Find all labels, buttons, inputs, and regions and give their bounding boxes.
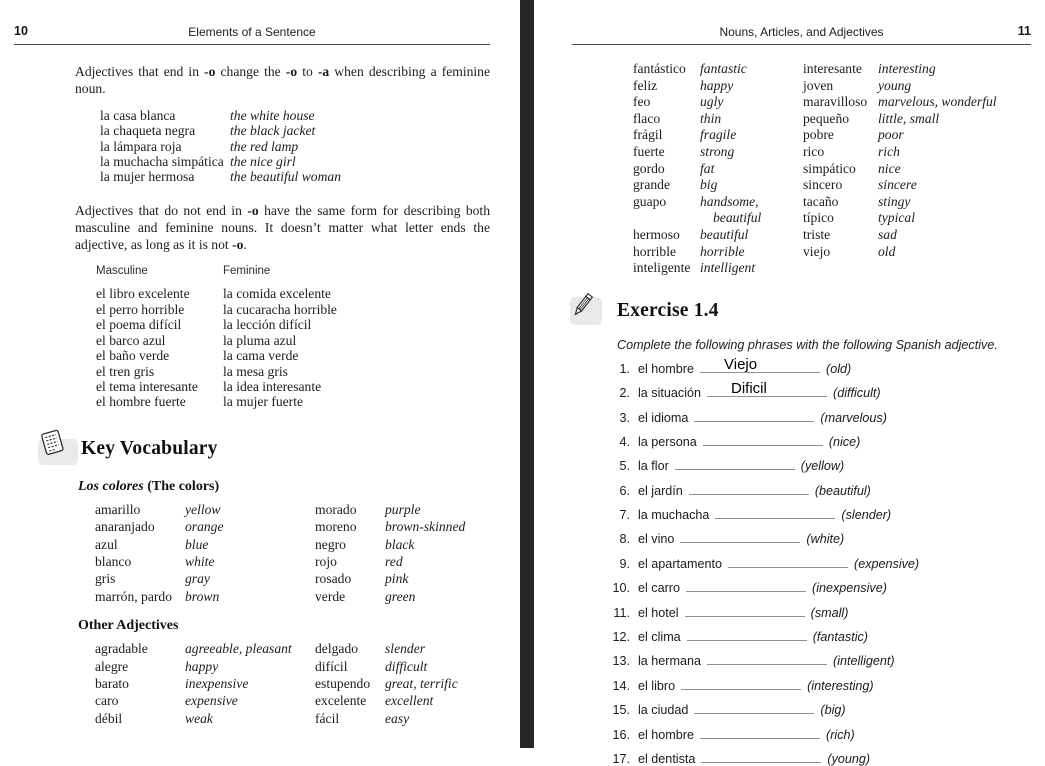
item-phrase: el jardín	[638, 483, 683, 498]
vocab-cell: beautiful	[713, 210, 762, 226]
exercise-item	[608, 457, 1045, 473]
answer-blank[interactable]	[687, 628, 807, 641]
vocab-row	[96, 333, 520, 348]
paragraph-adjectives-not-o	[75, 202, 490, 253]
key-vocabulary-heading	[33, 430, 520, 466]
vocab-cell: flaco	[633, 110, 661, 126]
vocab-cell: el poema difícil	[96, 317, 182, 333]
vocab-cell: horrible	[700, 243, 745, 259]
vocab-cell: nice	[878, 160, 901, 176]
vocab-row	[633, 194, 1045, 211]
exercise-item	[608, 750, 1045, 766]
item-hint: (nice)	[828, 434, 861, 449]
item-hint: (old)	[826, 361, 852, 376]
item-number: 13.	[612, 654, 630, 669]
colors-subtitle-es: Los colores	[78, 478, 144, 494]
item-number: 5.	[619, 459, 630, 474]
bold-text: -o	[204, 64, 216, 79]
vocab-row	[95, 518, 520, 535]
text-run: Adjectives that do not end in	[75, 203, 248, 219]
answer-blank[interactable]	[728, 555, 848, 568]
vocab-row	[96, 286, 520, 301]
vocab-row	[95, 570, 520, 587]
item-hint: (yellow)	[800, 459, 845, 474]
item-phrase: la ciudad	[638, 703, 689, 718]
vocab-row	[96, 379, 520, 394]
bold-text: -o	[247, 203, 259, 219]
vocab-cell: fuerte	[633, 143, 665, 159]
text-run: .	[243, 237, 247, 253]
vocab-cell: intelligent	[700, 260, 756, 276]
vocab-cell: azul	[95, 536, 118, 552]
vocab-cell: blue	[185, 536, 209, 552]
vocab-cell: pink	[385, 571, 409, 587]
vocab-row	[96, 317, 520, 332]
vocab-row	[96, 302, 520, 317]
col-header-feminine: Feminine	[223, 265, 271, 278]
vocab-cell: little, small	[878, 110, 940, 126]
answer-blank[interactable]	[686, 579, 806, 592]
vocab-row	[95, 553, 520, 570]
exercise-item	[608, 579, 1045, 595]
item-number: 17.	[612, 751, 630, 766]
vocab-cell: agradable	[95, 641, 148, 657]
masculine-feminine-table	[96, 265, 520, 409]
answer-blank[interactable]	[694, 409, 814, 422]
vocab-cell: la cama verde	[223, 348, 299, 364]
typed-answer: Dificil	[731, 380, 767, 398]
answer-blank[interactable]	[685, 604, 805, 617]
vocab-row	[100, 108, 520, 123]
vocab-cell: excellent	[385, 693, 434, 709]
answer-blank[interactable]	[707, 380, 827, 398]
text-run: Adjectives that end in	[75, 64, 205, 79]
vocab-row	[633, 161, 1045, 178]
item-phrase: el idioma	[638, 410, 689, 425]
answer-blank[interactable]	[675, 457, 795, 470]
vocab-cell: feo	[633, 94, 651, 110]
bold-text: -o	[285, 64, 298, 79]
vocab-row	[633, 94, 1045, 111]
running-head-right	[572, 25, 1031, 45]
item-hint: (beautiful)	[814, 483, 871, 498]
answer-blank[interactable]	[694, 701, 814, 714]
vocab-cell: happy	[185, 658, 219, 674]
vocab-cell: easy	[385, 710, 410, 726]
answer-blank[interactable]	[700, 355, 820, 373]
exercise-item	[608, 628, 1045, 644]
vocab-cell: interesante	[803, 61, 862, 76]
vocab-cell: the black jacket	[230, 123, 316, 139]
vocab-cell: ugly	[700, 94, 724, 110]
answer-blank[interactable]	[680, 530, 800, 543]
vocab-cell: rich	[878, 143, 900, 159]
vocab-cell: the red lamp	[230, 138, 299, 154]
vocab-row	[633, 210, 1045, 227]
vocab-row	[95, 658, 520, 675]
vocab-cell: red	[385, 553, 403, 569]
running-head-title: Nouns, Articles, and Adjectives	[719, 25, 884, 39]
vocab-cell: fragile	[700, 127, 737, 143]
vocab-row	[633, 61, 1045, 78]
vocab-cell: morado	[315, 501, 357, 517]
vocab-cell: excelente	[315, 693, 367, 709]
vocab-cell: typical	[878, 210, 915, 226]
vocab-cell: black	[385, 536, 415, 552]
vocab-cell: handsome,	[700, 193, 759, 209]
vocab-row	[633, 144, 1045, 161]
other-adjectives-title: Other Adjectives	[78, 618, 179, 634]
vocab-cell: moreno	[315, 519, 357, 535]
text-run: to	[297, 64, 318, 79]
item-phrase: la persona	[638, 434, 697, 449]
vocab-cell: agreeable, pleasant	[185, 641, 292, 657]
vocab-cell: barato	[95, 675, 129, 691]
vocab-cell: fantástico	[633, 61, 686, 76]
item-hint: (marvelous)	[820, 410, 887, 425]
item-number: 11.	[613, 605, 630, 620]
page-number: 10	[14, 24, 28, 38]
vocab-cell: el tema interesante	[96, 378, 198, 394]
item-phrase: el hotel	[638, 605, 679, 620]
item-phrase: el dentista	[638, 751, 696, 766]
vocab-row	[633, 227, 1045, 244]
vocab-cell: rico	[803, 143, 825, 159]
item-phrase: el hombre	[638, 727, 695, 742]
exercise-item	[608, 726, 1045, 742]
vocab-cell: the white house	[230, 108, 315, 123]
item-hint: (white)	[806, 532, 845, 547]
item-phrase: el libro	[638, 678, 676, 693]
vocab-cell: gris	[95, 571, 116, 587]
vocab-cell: strong	[700, 143, 735, 159]
vocab-cell: purple	[385, 501, 421, 517]
page-right	[534, 0, 1045, 766]
item-number: 4.	[619, 434, 630, 449]
vocab-cell: marrón, pardo	[95, 588, 173, 604]
vocab-row	[95, 640, 520, 657]
vocab-cell: verde	[315, 588, 346, 604]
item-phrase: la hermana	[638, 654, 702, 669]
vocab-row	[95, 588, 520, 605]
answer-blank[interactable]	[715, 506, 835, 519]
exercise-item	[608, 701, 1045, 717]
vocab-cell: el hombre fuerte	[96, 394, 186, 410]
vocab-cell: difícil	[315, 658, 348, 674]
vocab-cell: la pluma azul	[223, 332, 297, 348]
vocab-row	[100, 169, 520, 184]
item-number: 16.	[612, 727, 630, 742]
colors-subtitle	[78, 479, 520, 495]
vocab-cell: young	[878, 77, 912, 93]
item-number: 15.	[612, 703, 630, 718]
item-phrase: la muchacha	[638, 508, 710, 523]
item-hint: (fantastic)	[812, 630, 868, 645]
running-head-title: Elements of a Sentence	[188, 25, 316, 39]
vocab-cell: beautiful	[700, 226, 749, 242]
vocab-row	[96, 364, 520, 379]
vocab-cell: grande	[633, 177, 670, 193]
exercise-item-list	[608, 355, 1045, 766]
page-left	[0, 0, 520, 748]
vocab-cell: débil	[95, 710, 123, 726]
vocab-cell: big	[700, 177, 718, 193]
vocab-cell: yellow	[185, 501, 221, 517]
vocab-cell: triste	[803, 226, 831, 242]
vocab-cell: thin	[700, 110, 722, 126]
item-hint: (intelligent)	[833, 654, 895, 669]
colors-subtitle-en: (The colors)	[143, 478, 220, 494]
vocab-cell: la comida excelente	[223, 286, 331, 302]
vocab-cell: la lámpara roja	[100, 138, 182, 154]
vocab-cell: pobre	[803, 127, 834, 143]
vocab-cell: gray	[185, 571, 210, 587]
vocab-cell: sincero	[803, 177, 843, 193]
item-number: 9.	[619, 556, 630, 571]
vocab-cell: orange	[185, 519, 224, 535]
vocab-cell: típico	[803, 210, 834, 226]
vocab-cell: tacaño	[803, 193, 839, 209]
answer-blank[interactable]	[707, 652, 827, 665]
vocab-cell: la chaqueta negra	[100, 123, 196, 139]
exercise-item	[608, 604, 1045, 620]
vocab-cell: negro	[315, 536, 346, 552]
vocab-cell: brown-skinned	[385, 519, 466, 535]
vocab-row	[95, 675, 520, 692]
vocab-cell: interesting	[878, 61, 936, 76]
item-phrase: el hombre	[638, 361, 695, 376]
example-list-feminine	[100, 108, 520, 184]
answer-blank[interactable]	[701, 750, 821, 763]
text-run: have the same form for describing both masculine and feminine nouns. It doesn’t matter what letter ends the adjective, as long as it is not	[75, 203, 490, 253]
exercise-item	[608, 380, 1045, 401]
vocab-cell: horrible	[633, 243, 677, 259]
vocab-cell: the nice girl	[230, 153, 296, 169]
vocab-cell: sincere	[878, 177, 917, 193]
vocab-cell: weak	[185, 710, 213, 726]
exercise-item	[608, 506, 1045, 522]
page-gutter	[520, 0, 534, 748]
vocab-cell: anaranjado	[95, 519, 155, 535]
vocab-cell: the beautiful woman	[230, 169, 342, 185]
vocab-cell: el libro excelente	[96, 286, 190, 302]
vocab-row	[95, 536, 520, 553]
vocab-cell: happy	[700, 77, 734, 93]
item-phrase: el clima	[638, 630, 681, 645]
vocab-cell: la casa blanca	[100, 108, 176, 123]
exercise-item	[608, 652, 1045, 668]
vocab-cell: estupendo	[315, 675, 371, 691]
vocab-cell: white	[185, 553, 215, 569]
vocab-cell: la lección difícil	[223, 317, 312, 333]
vocab-cell	[803, 260, 878, 277]
answer-blank[interactable]	[681, 677, 801, 690]
vocab-cell	[633, 210, 700, 227]
item-number: 14.	[612, 678, 630, 693]
vocab-row	[96, 348, 520, 363]
vocab-cell: slender	[385, 641, 426, 657]
vocab-row	[95, 501, 520, 518]
exercise-item	[608, 482, 1045, 498]
vocab-cell: hermoso	[633, 226, 680, 242]
vocab-cell: blanco	[95, 553, 132, 569]
vocab-cell: maravilloso	[803, 94, 868, 110]
vocab-cell: gordo	[633, 160, 665, 176]
vocab-cell: la cucaracha horrible	[223, 301, 337, 317]
vocab-row	[96, 394, 520, 409]
item-number: 6.	[619, 483, 630, 498]
vocab-row	[95, 692, 520, 709]
vocab-cell: amarillo	[95, 501, 141, 517]
notepad-icon	[35, 426, 69, 460]
item-hint: (rich)	[826, 727, 855, 742]
exercise-item	[608, 355, 1045, 376]
vocab-cell: fat	[700, 160, 715, 176]
item-number: 3.	[619, 410, 630, 425]
item-number: 12.	[612, 630, 630, 645]
vocab-cell: pequeño	[803, 110, 850, 126]
item-phrase: el carro	[638, 581, 680, 596]
item-phrase: la situación	[638, 386, 702, 401]
vocab-cell: great, terrific	[385, 675, 458, 691]
vocab-row	[95, 710, 520, 727]
vocab-cell: el perro horrible	[96, 301, 185, 317]
vocab-cell: old	[878, 243, 896, 259]
vocab-row	[633, 260, 1045, 277]
vocab-row	[633, 127, 1045, 144]
item-hint: (interesting)	[807, 678, 874, 693]
item-number: 1.	[619, 361, 630, 376]
vocab-cell: viejo	[803, 243, 831, 259]
exercise-item	[608, 530, 1045, 546]
page-number: 11	[1017, 24, 1031, 38]
running-head-left	[14, 25, 490, 45]
vocab-row	[100, 139, 520, 154]
vocab-cell: stingy	[878, 193, 911, 209]
vocab-row	[633, 177, 1045, 194]
vocab-cell: la mujer fuerte	[223, 394, 304, 410]
vocab-cell: simpático	[803, 160, 856, 176]
item-hint: (expensive)	[854, 556, 920, 571]
answer-blank[interactable]	[703, 433, 823, 446]
text-run: when describing a feminine noun.	[75, 64, 491, 96]
item-phrase: el vino	[638, 532, 675, 547]
vocab-cell: guapo	[633, 193, 667, 209]
vocab-cell: feliz	[633, 77, 658, 93]
exercise-item	[608, 409, 1045, 425]
pencil-icon	[566, 288, 600, 322]
vocab-cell: marvelous, wonderful	[878, 94, 997, 110]
item-hint: (inexpensive)	[812, 581, 887, 596]
vocab-cell: brown	[185, 588, 220, 604]
bold-text: -o	[232, 237, 244, 253]
table-header-row	[96, 265, 520, 277]
vocab-cell: joven	[803, 77, 834, 93]
colors-vocab-table	[95, 501, 520, 605]
col-header-masculine: Masculine	[96, 265, 148, 278]
typed-answer: Viejo	[724, 355, 758, 373]
vocab-cell: caro	[95, 693, 119, 709]
vocab-cell: frágil	[633, 127, 663, 143]
vocab-cell: rojo	[315, 553, 337, 569]
vocab-cell: difficult	[385, 658, 428, 674]
text-run: change the	[215, 64, 286, 79]
item-phrase: la flor	[638, 459, 669, 474]
bold-text: -a	[317, 64, 330, 79]
item-hint: (slender)	[841, 508, 892, 523]
table-body	[96, 286, 520, 409]
vocab-cell: alegre	[95, 658, 129, 674]
item-number: 8.	[619, 532, 630, 547]
section-title: Exercise 1.4	[617, 299, 719, 321]
vocab-cell: expensive	[185, 693, 238, 709]
section-title: Key Vocabulary	[81, 437, 218, 459]
vocab-cell: fantastic	[700, 61, 747, 76]
other-adjectives-table	[95, 640, 520, 727]
vocab-cell: el barco azul	[96, 332, 166, 348]
vocab-row	[633, 244, 1045, 261]
vocab-row	[100, 154, 520, 169]
vocab-cell: el tren gris	[96, 363, 155, 379]
vocab-cell: inteligente	[633, 260, 691, 276]
vocab-cell: la mesa gris	[223, 363, 288, 379]
exercise-item	[608, 433, 1045, 449]
item-hint: (big)	[820, 703, 846, 718]
item-number: 10.	[612, 581, 630, 596]
exercise-item	[608, 555, 1045, 571]
vocab-cell: el baño verde	[96, 348, 170, 364]
vocab-cell: sad	[878, 226, 897, 242]
exercise-heading	[564, 294, 1045, 328]
vocab-row	[633, 78, 1045, 95]
vocab-cell: poor	[878, 127, 904, 143]
item-number: 2.	[619, 386, 630, 401]
exercise-instruction: Complete the following phrases with the following Spanish adjective.	[617, 337, 998, 352]
paragraph-adjectives-o	[75, 63, 490, 97]
vocab-cell: la muchacha simpática	[100, 153, 224, 169]
answer-blank[interactable]	[700, 726, 820, 739]
item-phrase: el apartamento	[638, 556, 723, 571]
exercise-item	[608, 677, 1045, 693]
vocab-cell: la idea interesante	[223, 378, 322, 394]
answer-blank[interactable]	[689, 482, 809, 495]
vocab-cell: inexpensive	[185, 675, 249, 691]
vocab-cell: delgado	[315, 641, 359, 657]
item-number: 7.	[619, 508, 630, 523]
vocab-cell: la mujer hermosa	[100, 169, 195, 185]
vocab-cell: rosado	[315, 571, 352, 587]
item-hint: (small)	[810, 605, 849, 620]
vocab-row	[633, 111, 1045, 128]
vocab-cell: fácil	[315, 710, 340, 726]
vocab-row	[100, 123, 520, 138]
adjective-vocab-table	[633, 61, 1045, 277]
vocab-cell: green	[385, 588, 416, 604]
item-hint: (difficult)	[833, 386, 881, 401]
item-hint: (young)	[827, 751, 871, 766]
